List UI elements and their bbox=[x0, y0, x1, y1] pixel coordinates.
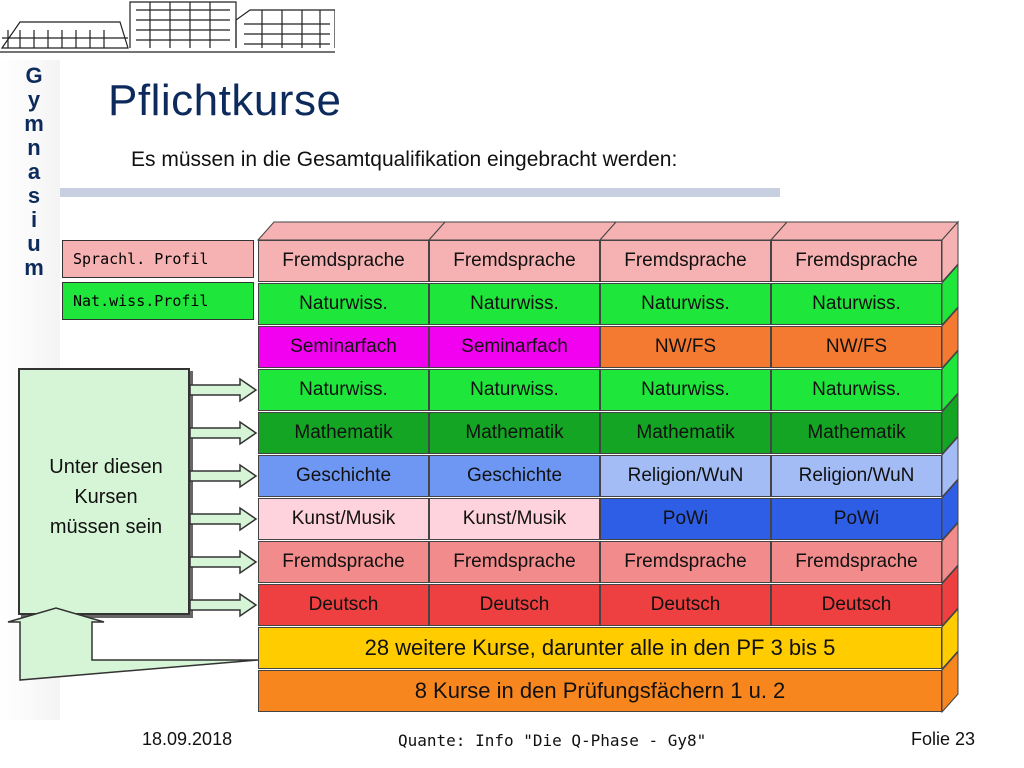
grid-cell: Fremdsprache bbox=[600, 240, 771, 282]
footer-presentation-title: Quante: Info "Die Q-Phase - Gy8" bbox=[398, 731, 707, 750]
summary-row: 28 weitere Kurse, darunter alle in den PF 3 bis 5 bbox=[258, 627, 942, 669]
callout-text: Unter diesen Kursen müssen sein bbox=[49, 456, 163, 538]
row-arrow bbox=[190, 465, 256, 487]
grid-top-face bbox=[600, 222, 787, 240]
grid-cell: Religion/WuN bbox=[771, 455, 942, 497]
footer-slide-number: Folie 23 bbox=[911, 729, 976, 749]
grid-cell: Deutsch bbox=[771, 584, 942, 626]
grid-cell: Fremdsprache bbox=[429, 240, 600, 282]
row-arrow bbox=[190, 508, 256, 530]
grid-cell: Deutsch bbox=[258, 584, 429, 626]
grid-cell: Fremdsprache bbox=[771, 240, 942, 282]
page-title: Pflichtkurse bbox=[108, 76, 342, 125]
subtitle: Es müssen in die Gesamtqualifikation eingebracht werden: bbox=[131, 148, 678, 171]
grid-cell: NW/FS bbox=[600, 326, 771, 368]
grid-cell: Naturwiss. bbox=[258, 369, 429, 411]
vertical-letter: i bbox=[30, 207, 38, 232]
grid-cell: Seminarfach bbox=[258, 326, 429, 368]
grid-cell: Geschichte bbox=[429, 455, 600, 497]
profile-label-natwiss: Nat.wiss.Profil bbox=[62, 282, 254, 320]
grid-cell: Naturwiss. bbox=[429, 283, 600, 325]
grid-cell: Fremdsprache bbox=[258, 240, 429, 282]
row-arrow bbox=[190, 379, 256, 401]
title-divider bbox=[60, 188, 780, 197]
grid-cell: Deutsch bbox=[600, 584, 771, 626]
vertical-letter: G bbox=[25, 63, 43, 88]
vertical-school-name bbox=[14, 64, 54, 280]
grid-cell: Deutsch bbox=[429, 584, 600, 626]
vertical-letter: n bbox=[27, 135, 41, 160]
grid-cell: Naturwiss. bbox=[600, 283, 771, 325]
grid-cell: PoWi bbox=[600, 498, 771, 540]
row-arrow bbox=[190, 422, 256, 444]
grid-cell: Mathematik bbox=[771, 412, 942, 454]
grid-cell: Naturwiss. bbox=[771, 369, 942, 411]
vertical-letter: m bbox=[24, 111, 44, 136]
callout-arrows bbox=[0, 360, 270, 690]
profile-label-sprachlich: Sprachl. Profil bbox=[62, 240, 254, 278]
grid-cell: Fremdsprache bbox=[771, 541, 942, 583]
grid-cell: Fremdsprache bbox=[429, 541, 600, 583]
grid-cell: Mathematik bbox=[600, 412, 771, 454]
grid-cell: Fremdsprache bbox=[600, 541, 771, 583]
grid-cell: Geschichte bbox=[258, 455, 429, 497]
grid-cell: NW/FS bbox=[771, 326, 942, 368]
vertical-letter: y bbox=[27, 87, 41, 112]
grid-top-face bbox=[429, 222, 616, 240]
vertical-letter: m bbox=[24, 255, 44, 280]
grid-top-face bbox=[771, 222, 958, 240]
vertical-letter: u bbox=[27, 231, 41, 256]
vertical-letter: a bbox=[27, 159, 41, 184]
grid-cell: Fremdsprache bbox=[258, 541, 429, 583]
grid-cell: Naturwiss. bbox=[258, 283, 429, 325]
grid-cell: Naturwiss. bbox=[771, 283, 942, 325]
grid-cell: Mathematik bbox=[429, 412, 600, 454]
row-arrow bbox=[190, 551, 256, 573]
grid-cell: Kunst/Musik bbox=[429, 498, 600, 540]
return-arrow bbox=[8, 608, 258, 680]
school-building-logo bbox=[0, 0, 335, 58]
grid-cell: Seminarfach bbox=[429, 326, 600, 368]
row-arrow bbox=[190, 594, 256, 616]
grid-cell: PoWi bbox=[771, 498, 942, 540]
grid-cell: Mathematik bbox=[258, 412, 429, 454]
footer-date: 18.09.2018 bbox=[142, 729, 233, 749]
summary-row: 8 Kurse in den Prüfungsfächern 1 u. 2 bbox=[258, 670, 942, 712]
grid-cell: Religion/WuN bbox=[600, 455, 771, 497]
grid-cell: Kunst/Musik bbox=[258, 498, 429, 540]
grid-top-face bbox=[258, 222, 445, 240]
grid-cell: Naturwiss. bbox=[600, 369, 771, 411]
vertical-letter: s bbox=[27, 183, 41, 208]
grid-cell: Naturwiss. bbox=[429, 369, 600, 411]
